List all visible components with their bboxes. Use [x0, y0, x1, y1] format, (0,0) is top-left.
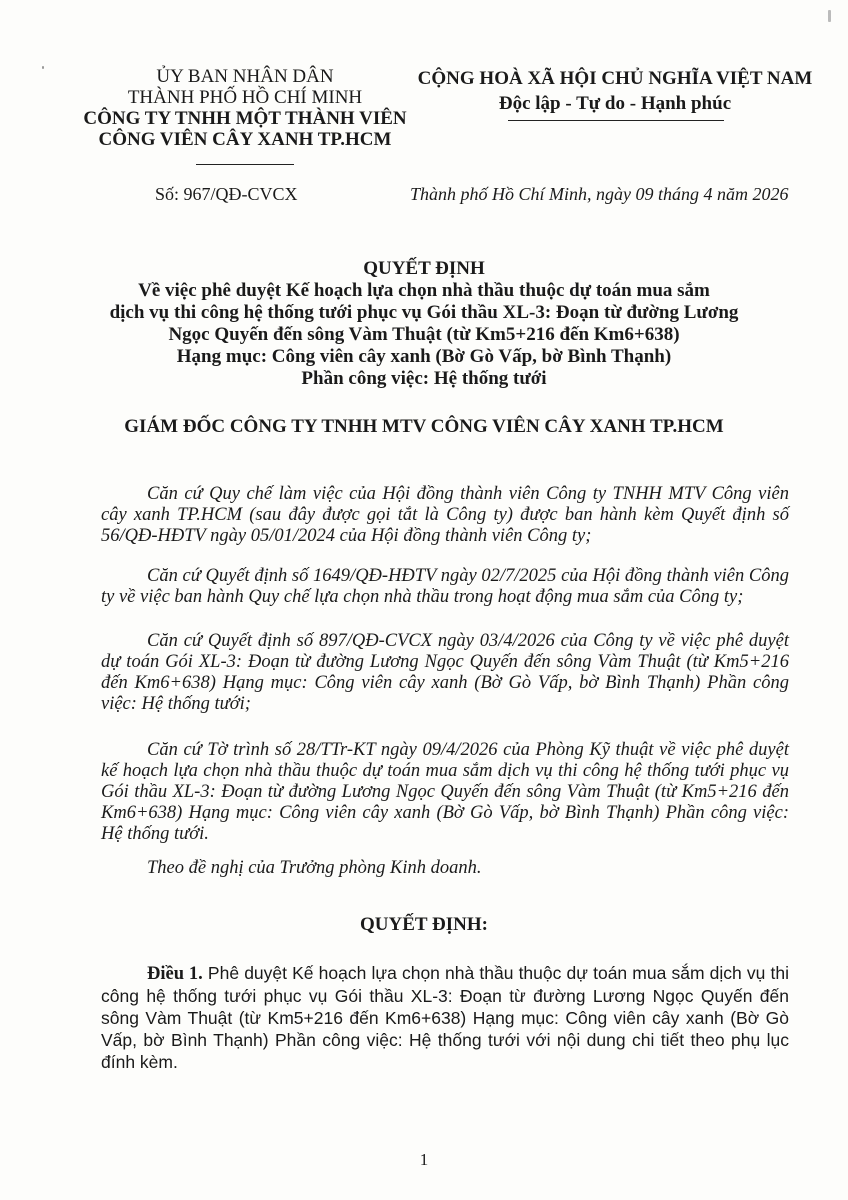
article-1-label: Điều 1. [147, 964, 203, 984]
nation-line-1: CỘNG HOÀ XÃ HỘI CHỦ NGHĨA VIỆT NAM [417, 68, 813, 89]
place-and-date: Thành phố Hồ Chí Minh, ngày 09 tháng 4 năm 2026 [410, 184, 789, 204]
title-line-2: dịch vụ thi công hệ thống tưới phục vụ Gói thầu XL-3: Đoạn từ đường Lương [109, 302, 739, 323]
title-line-1: Về việc phê duyệt Kế hoạch lựa chọn nhà thầu thuộc dự toán mua sắm [138, 280, 710, 301]
proposal-text: Theo đề nghị của Trưởng phòng Kinh doanh. [147, 858, 482, 878]
org-line-2: THÀNH PHỐ HỒ CHÍ MINH [127, 87, 363, 108]
document-number: Số: 967/QĐ-CVCX [155, 184, 298, 204]
issuing-authority: GIÁM ĐỐC CÔNG TY TNHH MTV CÔNG VIÊN CÂY XANH TP.HCM [124, 416, 724, 437]
legal-basis-text: Căn cứ Quy chế làm việc của Hội đồng thành viên Công ty TNHH MTV Công viên cây xanh TP.HCM (sau đây được gọi tắt là Công ty) được ban hành kèm Quyết định số 56/QĐ-HĐTV ngày 05/01/2024 của Hội đồng thành viên Công ty; [101, 484, 789, 546]
legal-basis-text: Căn cứ Quyết định số 1649/QĐ-HĐTV ngày 02/7/2025 của Hội đồng thành viên Công ty về việc ban hành Quy chế lựa chọn nhà thầu trong hoạt động mua sắm của Công ty; [101, 566, 789, 607]
org-underline [196, 164, 294, 165]
issuing-organization [60, 66, 430, 150]
page-number: 1 [419, 1150, 429, 1169]
national-heading [410, 66, 820, 116]
legal-basis-3 [101, 631, 789, 715]
legal-basis-text: Căn cứ Tờ trình số 28/TTr-KT ngày 09/4/2026 của Phòng Kỹ thuật về việc phê duyệt kế hoạch lựa chọn nhà thầu thuộc dự toán mua sắm dịch vụ thi công hệ thống tưới phục vụ Gói thầu XL-3: Đoạn từ đường Lương Ngọc Quyến đến sông Vàm Thuật (từ Km5+216 đến Km6+638) Hạng mục: Công viên cây xanh (Bờ Gò Vấp, bờ Bình Thạnh) Phần công việc: Hệ thống tưới. [101, 740, 789, 844]
title-line-5: Phần công việc: Hệ thống tưới [301, 368, 547, 389]
decision-heading: QUYẾT ĐỊNH [363, 258, 485, 279]
title-line-4: Hạng mục: Công viên cây xanh (Bờ Gò Vấp, bờ Bình Thạnh) [176, 346, 672, 367]
legal-basis-text: Căn cứ Quyết định số 897/QĐ-CVCX ngày 03/4/2026 của Công ty về việc phê duyệt dự toán Gói XL-3: Đoạn từ đường Lương Ngọc Quyến đến sông Vàm Thuật (từ Km5+216 đến Km6+638) Hạng mục: Công viên cây xanh (Bờ Gò Vấp, bờ Bình Thạnh) Phần công việc: Hệ thống tưới; [101, 631, 789, 714]
org-line-4: CÔNG VIÊN CÂY XANH TP.HCM [98, 129, 392, 150]
nation-motto: Độc lập - Tự do - Hạnh phúc [498, 93, 732, 114]
decision-title-block [60, 258, 788, 390]
scan-speck [828, 10, 831, 22]
org-line-1: ỦY BAN NHÂN DÂN [156, 66, 334, 87]
legal-basis-4 [101, 740, 789, 845]
proposal-line [101, 858, 789, 879]
org-line-3: CÔNG TY TNHH MỘT THÀNH VIÊN [83, 108, 407, 129]
scan-speck [42, 66, 44, 69]
motto-underline [508, 120, 724, 121]
decision-section-heading: QUYẾT ĐỊNH: [360, 914, 488, 935]
legal-basis-2 [101, 566, 789, 608]
title-line-3: Ngọc Quyến đến sông Vàm Thuật (từ Km5+216 đến Km6+638) [168, 324, 680, 345]
article-1-text: Phê duyệt Kế hoạch lựa chọn nhà thầu thuộc dự toán mua sắm dịch vụ thi công hệ thống tưới phục vụ Gói thầu XL-3: Đoạn từ đường Lương Ngọc Quyến đến sông Vàm Thuật (từ Km5+216 đến Km6+638) Hạng mục: Công viên cây xanh (Bờ Gò Vấp, bờ Bình Thạnh) Phần công việc: Hệ thống tưới với nội dung chi tiết theo phụ lục đính kèm. [101, 963, 789, 1072]
article-1 [101, 962, 789, 1073]
legal-basis-1 [101, 484, 789, 547]
